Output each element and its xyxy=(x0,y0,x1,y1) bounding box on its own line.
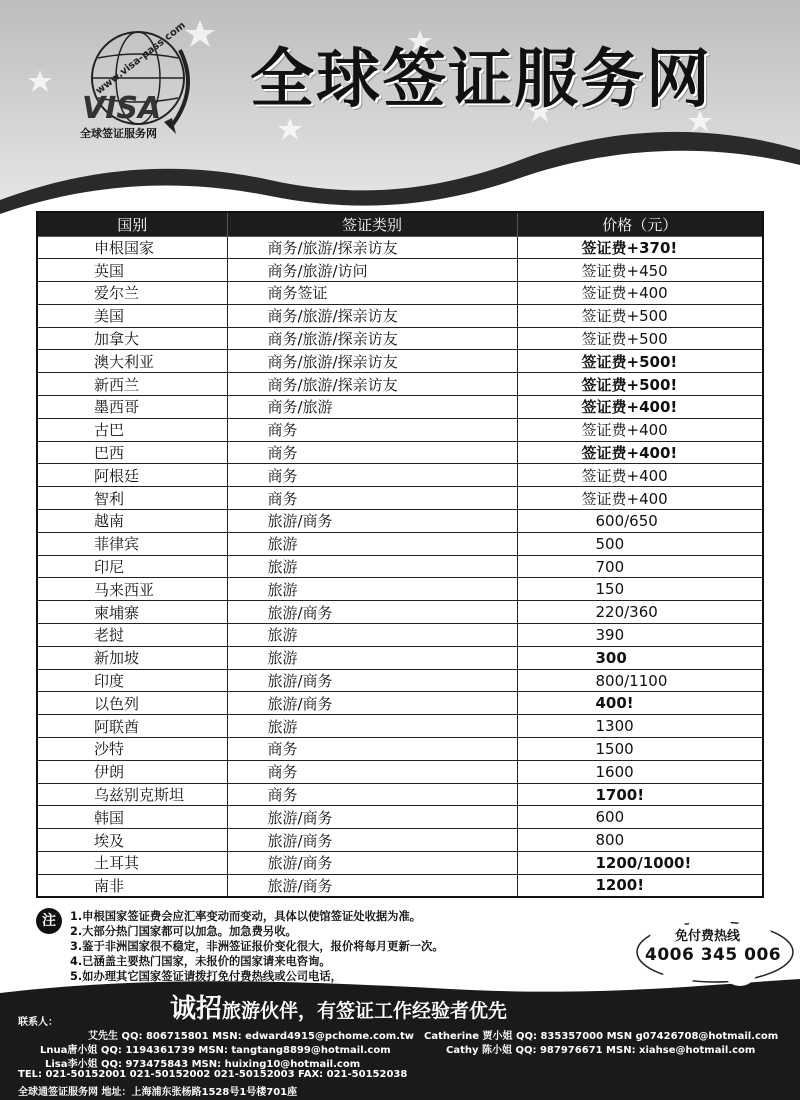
country-cell: 越南 xyxy=(37,510,227,533)
table-row xyxy=(37,874,763,897)
price-cell: 签证费+500! xyxy=(517,350,763,373)
page-title: 全球签证服务网 xyxy=(250,43,712,117)
contact-address: 全球通签证服务网 地址：上海浦东张杨路1528号1号楼701座 xyxy=(18,1087,298,1098)
price-cell: 1700! xyxy=(517,783,763,806)
visa-type-cell: 旅游/商务 xyxy=(227,669,517,692)
price-cell: 390 xyxy=(517,624,763,647)
country-cell: 印度 xyxy=(37,669,227,692)
country-cell: 巴西 xyxy=(37,441,227,464)
price-cell: 1200/1000! xyxy=(517,852,763,875)
visa-type-cell: 旅游 xyxy=(227,715,517,738)
country-cell: 智利 xyxy=(37,487,227,510)
visa-type-cell: 商务签证 xyxy=(227,282,517,305)
table-row xyxy=(37,806,763,829)
price-cell: 800 xyxy=(517,829,763,852)
table-row xyxy=(37,282,763,305)
price-cell: 600 xyxy=(517,806,763,829)
note-line: 4.已涵盖主要热门国家，未报价的国家请来电咨询。 xyxy=(70,955,331,968)
table-row xyxy=(37,418,763,441)
visa-type-cell: 商务 xyxy=(227,760,517,783)
table-row xyxy=(37,510,763,533)
table-row xyxy=(37,624,763,647)
visa-type-cell: 商务/旅游/探亲访友 xyxy=(227,350,517,373)
contact-title: 联系人： xyxy=(18,1017,58,1028)
page-header xyxy=(0,0,800,215)
visa-type-cell: 商务/旅游 xyxy=(227,396,517,419)
visa-type-cell: 商务 xyxy=(227,418,517,441)
price-cell: 1600 xyxy=(517,760,763,783)
table-row xyxy=(37,373,763,396)
country-cell: 韩国 xyxy=(37,806,227,829)
price-cell: 500 xyxy=(517,532,763,555)
contact-line: Cathy 陈小姐 QQ: 987976671 MSN: xiahse@hotmail.com xyxy=(446,1045,756,1056)
price-cell: 700 xyxy=(517,555,763,578)
table-row xyxy=(37,396,763,419)
country-cell: 墨西哥 xyxy=(37,396,227,419)
recruit-text: 旅游伙伴，有签证工作经验者优先 xyxy=(222,1000,508,1022)
visa-type-cell: 商务/旅游/访问 xyxy=(227,259,517,282)
logo-subtitle: 全球签证服务网 xyxy=(80,127,157,140)
country-cell: 加拿大 xyxy=(37,327,227,350)
table-header-row xyxy=(37,212,763,236)
header-country: 国别 xyxy=(37,212,227,236)
note-line: 5.如办理其它国家签证请拨打免付费热线或公司电话， xyxy=(70,970,342,983)
price-cell: 220/360 xyxy=(517,601,763,624)
visa-type-cell: 旅游 xyxy=(227,532,517,555)
contact-tel: TEL: 021-50152001 021-50152002 021-50152003 FAX: 021-50152038 xyxy=(18,1069,408,1080)
price-cell: 签证费+400 xyxy=(517,464,763,487)
visa-type-cell: 商务 xyxy=(227,464,517,487)
price-cell: 签证费+400! xyxy=(517,441,763,464)
table-row xyxy=(37,350,763,373)
price-cell: 签证费+400! xyxy=(517,396,763,419)
contact-line: Lnua唐小姐 QQ: 1194361739 MSN: tangtang8899@hotmail.com xyxy=(40,1045,391,1056)
contact-line: Lisa李小姐 QQ: 973475843 MSN: huixing10@hotmail.com xyxy=(45,1059,361,1070)
price-cell: 签证费+400 xyxy=(517,418,763,441)
country-cell: 英国 xyxy=(37,259,227,282)
visa-type-cell: 旅游 xyxy=(227,624,517,647)
price-cell: 300 xyxy=(517,646,763,669)
visa-type-cell: 商务/旅游/探亲访友 xyxy=(227,373,517,396)
country-cell: 印尼 xyxy=(37,555,227,578)
visa-type-cell: 旅游/商务 xyxy=(227,510,517,533)
table-row xyxy=(37,692,763,715)
contact-line: Catherine 贾小姐 QQ: 835357000 MSN g07426708@hotmail.com xyxy=(424,1031,779,1042)
contact-line: 艾先生 QQ: 806715801 MSN: edward4915@pchome.com.tw xyxy=(88,1031,415,1042)
visa-type-cell: 旅游/商务 xyxy=(227,601,517,624)
table-row xyxy=(37,852,763,875)
note-line: 1.申根国家签证费会应汇率变动而变动，具体以使馆签证处收据为准。 xyxy=(70,910,422,923)
country-cell: 阿联酋 xyxy=(37,715,227,738)
recruit-banner xyxy=(170,988,507,1025)
price-cell: 签证费+500! xyxy=(517,373,763,396)
price-cell: 签证费+400 xyxy=(517,282,763,305)
country-cell: 阿根廷 xyxy=(37,464,227,487)
recruit-highlight: 诚招 xyxy=(170,994,223,1024)
visa-price-table xyxy=(36,211,764,898)
table-row xyxy=(37,555,763,578)
table-row xyxy=(37,760,763,783)
visa-type-cell: 商务/旅游/探亲访友 xyxy=(227,304,517,327)
price-cell: 1200! xyxy=(517,874,763,897)
visa-type-cell: 旅游 xyxy=(227,555,517,578)
table-row xyxy=(37,236,763,259)
country-cell: 古巴 xyxy=(37,418,227,441)
price-cell: 150 xyxy=(517,578,763,601)
price-cell: 1500 xyxy=(517,738,763,761)
visa-type-cell: 旅游 xyxy=(227,646,517,669)
hotline-label: 免付费热线 xyxy=(675,929,741,944)
visa-type-cell: 商务 xyxy=(227,487,517,510)
table-row xyxy=(37,532,763,555)
table-row xyxy=(37,327,763,350)
visa-type-cell: 商务 xyxy=(227,783,517,806)
country-cell: 土耳其 xyxy=(37,852,227,875)
table-row xyxy=(37,487,763,510)
country-cell: 新加坡 xyxy=(37,646,227,669)
country-cell: 柬埔寨 xyxy=(37,601,227,624)
visa-type-cell: 商务 xyxy=(227,441,517,464)
note-line: 2.大部分热门国家都可以加急。加急费另收。 xyxy=(70,925,297,938)
price-cell: 签证费+370! xyxy=(517,236,763,259)
price-cell: 签证费+400 xyxy=(517,487,763,510)
header-visa-type: 签证类别 xyxy=(227,212,517,236)
country-cell: 爱尔兰 xyxy=(37,282,227,305)
price-cell: 400! xyxy=(517,692,763,715)
country-cell: 澳大利亚 xyxy=(37,350,227,373)
table-row xyxy=(37,578,763,601)
visa-type-cell: 旅游/商务 xyxy=(227,874,517,897)
visa-type-cell: 旅游/商务 xyxy=(227,806,517,829)
price-cell: 签证费+450 xyxy=(517,259,763,282)
visa-type-cell: 商务 xyxy=(227,738,517,761)
header-price: 价格（元） xyxy=(517,212,763,236)
country-cell: 菲律宾 xyxy=(37,532,227,555)
country-cell: 美国 xyxy=(37,304,227,327)
table-row xyxy=(37,715,763,738)
price-cell: 签证费+500 xyxy=(517,327,763,350)
visa-type-cell: 商务/旅游/探亲访友 xyxy=(227,236,517,259)
table-row xyxy=(37,738,763,761)
logo-mark: VISA xyxy=(82,91,162,126)
country-cell: 伊朗 xyxy=(37,760,227,783)
country-cell: 以色列 xyxy=(37,692,227,715)
table-row xyxy=(37,669,763,692)
price-cell: 1300 xyxy=(517,715,763,738)
table-row xyxy=(37,441,763,464)
visa-type-cell: 旅游/商务 xyxy=(227,852,517,875)
country-cell: 埃及 xyxy=(37,829,227,852)
note-line: 3.鉴于非洲国家很不稳定，非洲签证报价变化很大，报价将每月更新一次。 xyxy=(70,940,444,953)
visa-type-cell: 旅游 xyxy=(227,578,517,601)
table-row xyxy=(37,646,763,669)
country-cell: 沙特 xyxy=(37,738,227,761)
visa-type-cell: 旅游/商务 xyxy=(227,829,517,852)
country-cell: 南非 xyxy=(37,874,227,897)
table-row xyxy=(37,304,763,327)
price-cell: 800/1100 xyxy=(517,669,763,692)
table-row xyxy=(37,601,763,624)
note-badge: 注 xyxy=(36,908,62,934)
country-cell: 乌兹别克斯坦 xyxy=(37,783,227,806)
visa-type-cell: 商务/旅游/探亲访友 xyxy=(227,327,517,350)
table-row xyxy=(37,783,763,806)
hotline-number[interactable]: 4006 345 006 xyxy=(645,945,782,965)
table-row xyxy=(37,829,763,852)
country-cell: 马来西亚 xyxy=(37,578,227,601)
table-row xyxy=(37,464,763,487)
price-cell: 签证费+500 xyxy=(517,304,763,327)
visa-type-cell: 旅游/商务 xyxy=(227,692,517,715)
price-cell: 600/650 xyxy=(517,510,763,533)
table-row xyxy=(37,259,763,282)
logo-url: www.visa-pass.com xyxy=(93,20,188,97)
country-cell: 老挝 xyxy=(37,624,227,647)
country-cell: 申根国家 xyxy=(37,236,227,259)
country-cell: 新西兰 xyxy=(37,373,227,396)
